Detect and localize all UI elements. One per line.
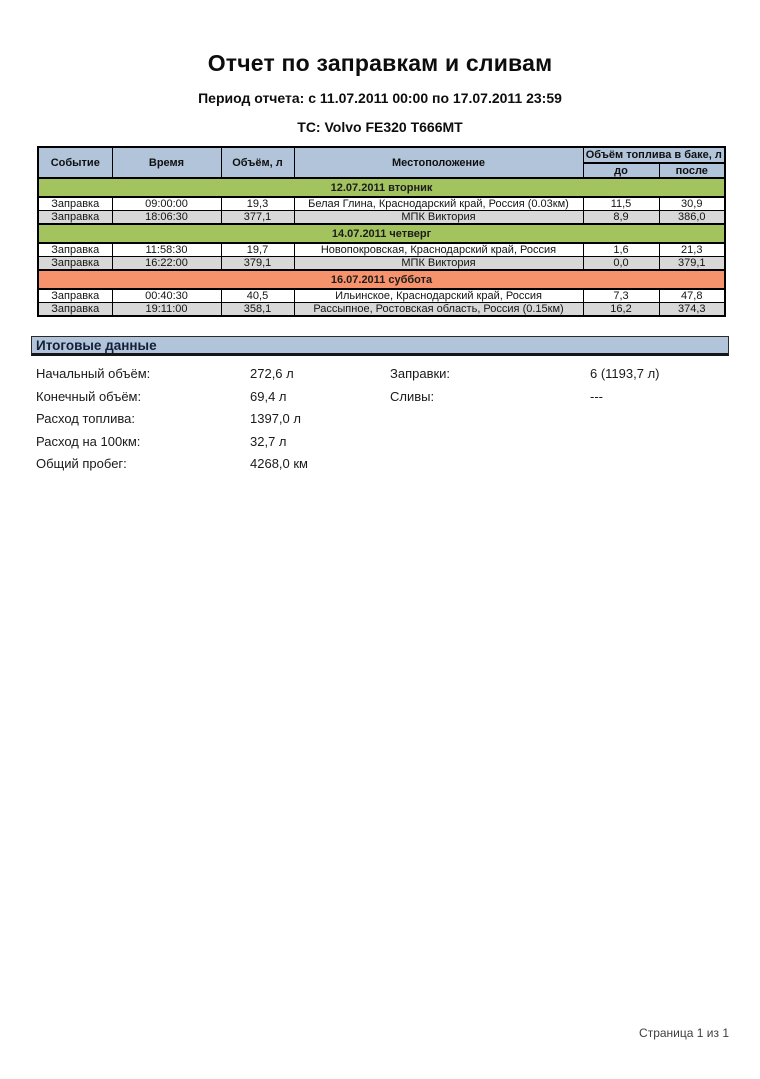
summary-value: 6 (1193,7 л) (590, 366, 660, 381)
summary-row (36, 430, 730, 453)
cell-before: 7,3 (583, 289, 659, 303)
cell-before: 16,2 (583, 303, 659, 317)
cell-time: 09:00:00 (112, 197, 221, 211)
date-band-label: 12.07.2011 вторник (38, 178, 725, 197)
summary-row (36, 385, 730, 408)
cell-before: 1,6 (583, 243, 659, 257)
summary-label: Общий пробег: (36, 456, 127, 471)
cell-time: 00:40:30 (112, 289, 221, 303)
vehicle-info: ТС: Volvo FE320 Т666МТ (297, 119, 463, 135)
cell-event: Заправка (38, 289, 112, 303)
header-tank-volume: Объём топлива в баке, л (583, 147, 725, 163)
summary-value: 4268,0 км (250, 456, 308, 471)
summary-label: Конечный объём: (36, 388, 142, 404)
cell-volume: 40,5 (221, 289, 294, 303)
summary-row (36, 362, 730, 385)
summary-row (36, 407, 730, 430)
cell-time: 19:11:00 (112, 303, 221, 317)
cell-volume: 19,3 (221, 197, 294, 211)
summary-label: Расход топлива: (36, 411, 135, 426)
cell-before: 8,9 (583, 211, 659, 225)
summary-label: Сливы: (390, 388, 435, 404)
date-band-label: 14.07.2011 четверг (38, 224, 725, 243)
summary-row (36, 452, 730, 475)
date-band-row (38, 178, 725, 197)
cell-time: 11:58:30 (112, 243, 221, 257)
cell-volume: 379,1 (221, 257, 294, 271)
date-band-row (38, 224, 725, 243)
summary-header: Итоговые данные (31, 336, 729, 356)
summary-value: 272,6 л (250, 366, 294, 381)
summary-value: 1397,0 л (250, 411, 301, 426)
cell-time: 16:22:00 (112, 257, 221, 271)
cell-location: Ильинское, Краснодарский край, Россия (294, 289, 583, 303)
header-location: Местоположение (294, 147, 583, 178)
table-header (38, 147, 725, 178)
header-time: Время (112, 147, 221, 178)
table-row (38, 257, 725, 271)
cell-event: Заправка (38, 303, 112, 317)
header-volume: Объём, л (221, 147, 294, 178)
cell-after: 30,9 (659, 197, 725, 211)
cell-location: Белая Глина, Краснодарский край, Россия (0.03км) (294, 197, 583, 211)
table-row (38, 303, 725, 317)
header-event: Событие (38, 147, 112, 178)
date-band-row (38, 270, 725, 289)
report-table-body (38, 178, 725, 316)
summary-label: Расход на 100км: (36, 433, 141, 449)
summary-value: 69,4 л (250, 388, 287, 404)
header-after: после (659, 163, 725, 178)
table-row (38, 289, 725, 303)
cell-volume: 358,1 (221, 303, 294, 317)
summary-label: Заправки: (390, 366, 451, 381)
table-row (38, 197, 725, 211)
summary-section (36, 362, 730, 475)
fuel-events-table (37, 146, 726, 317)
cell-event: Заправка (38, 197, 112, 211)
cell-time: 18:06:30 (112, 211, 221, 225)
summary-value: --- (590, 388, 603, 404)
summary-label: Начальный объём: (36, 366, 151, 381)
date-band-label: 16.07.2011 суббота (38, 270, 725, 289)
report-period: Период отчета: с 11.07.2011 00:00 по 17.07.2011 23:59 (198, 90, 562, 106)
cell-location: МПК Виктория (294, 257, 583, 271)
cell-location: МПК Виктория (294, 211, 583, 225)
table-row (38, 211, 725, 225)
page-number: Страница 1 из 1 (639, 1026, 729, 1040)
summary-value: 32,7 л (250, 433, 287, 449)
cell-volume: 19,7 (221, 243, 294, 257)
cell-after: 374,3 (659, 303, 725, 317)
cell-after: 379,1 (659, 257, 725, 271)
cell-event: Заправка (38, 211, 112, 225)
cell-volume: 377,1 (221, 211, 294, 225)
cell-event: Заправка (38, 257, 112, 271)
cell-after: 386,0 (659, 211, 725, 225)
cell-before: 11,5 (583, 197, 659, 211)
cell-location: Рассыпное, Ростовская область, Россия (0.15км) (294, 303, 583, 317)
cell-event: Заправка (38, 243, 112, 257)
cell-location: Новопокровская, Краснодарский край, Россия (294, 243, 583, 257)
table-row (38, 243, 725, 257)
cell-before: 0,0 (583, 257, 659, 271)
header-before: до (583, 163, 659, 178)
cell-after: 21,3 (659, 243, 725, 257)
cell-after: 47,8 (659, 289, 725, 303)
page-title: Отчет по заправкам и сливам (207, 50, 553, 76)
